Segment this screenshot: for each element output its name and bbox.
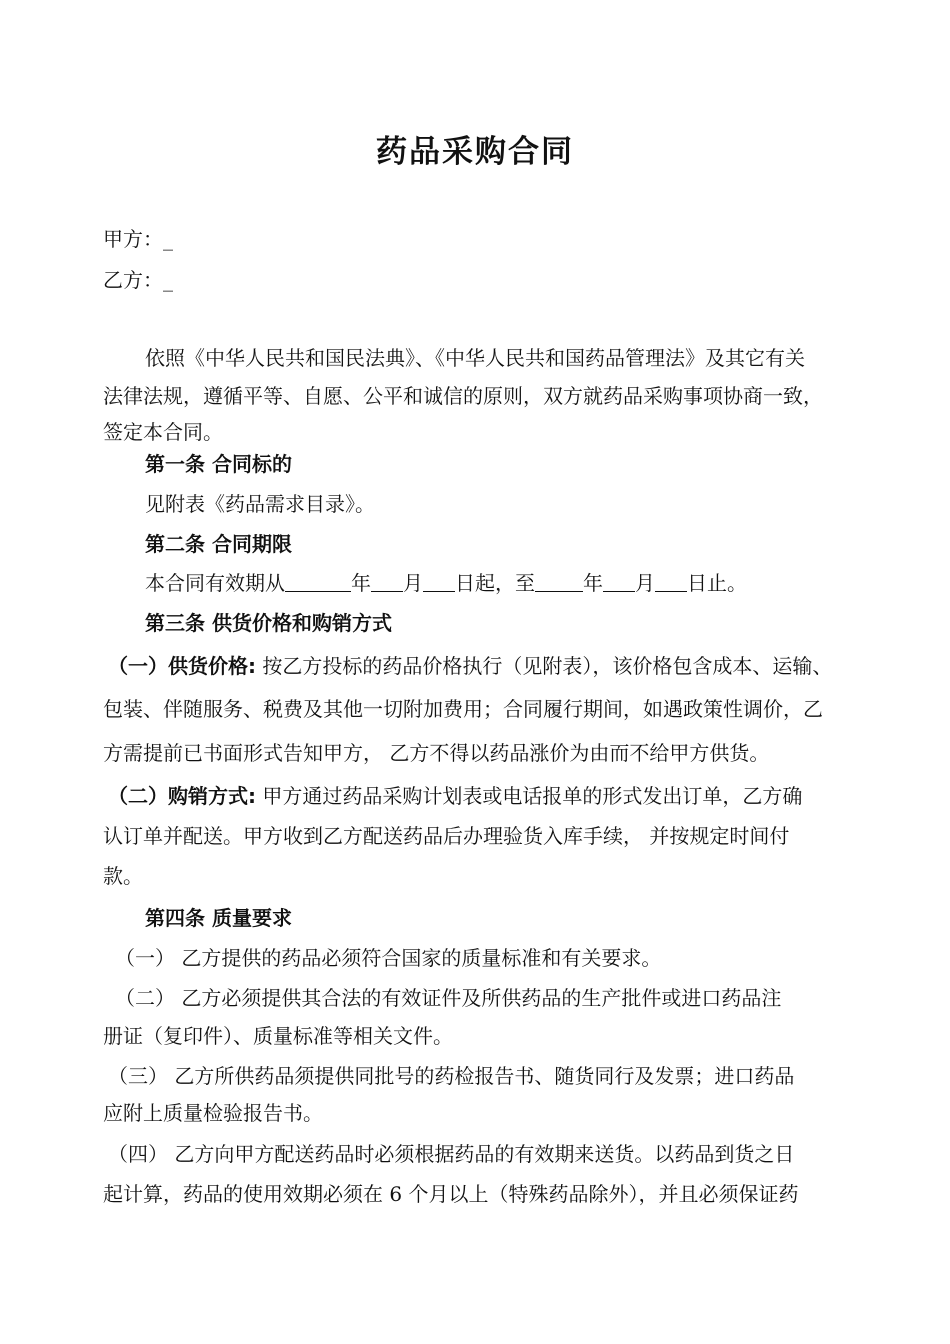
preamble-line-1: 依照《中华人民共和国民法典》、《中华人民共和国药品管理法》及其它有关 (145, 346, 805, 370)
article-3-p1-line-2: 包装、伴随服务、税费及其他一切附加费用；合同履行期间，如遇政策性调价，乙 (103, 697, 823, 721)
party-b-line: 乙方：_ (103, 268, 173, 292)
article-3-p1-line-3: 方需提前已书面形式告知甲方， 乙方不得以药品涨价为由而不给甲方供货。 (103, 741, 770, 765)
article-3-p2-line-2: 认订单并配送。甲方收到乙方配送药品后办理验货入库手续， 并按规定时间付 (103, 824, 790, 848)
article-3-heading: 第三条 供货价格和购销方式 (145, 611, 392, 635)
term-text-month: 月 (403, 571, 423, 595)
start-month-blank (371, 573, 403, 592)
article-4-line-2: （二） 乙方必须提供其合法的有效证件及所供药品的生产批件或进口药品注 (115, 986, 782, 1010)
term-text-month-2: 月 (635, 571, 655, 595)
supply-price-text: 按乙方投标的药品价格执行（见附表），该价格包含成本、运输、 (256, 654, 833, 678)
supply-price-label: （一）供货价格: (108, 654, 256, 678)
article-1-body: 见附表《药品需求目录》。 (145, 492, 375, 516)
article-2-heading: 第二条 合同期限 (145, 532, 292, 556)
article-4-line-3: 册证（复印件）、质量标准等相关文件。 (103, 1024, 453, 1048)
document-title: 药品采购合同 (376, 134, 574, 170)
term-text-from: 本合同有效期从 (145, 571, 285, 595)
purchase-method-text: 甲方通过药品采购计划表或电话报单的形式发出订单，乙方确 (256, 784, 803, 808)
article-2-body (145, 567, 747, 596)
article-4-line-4: （三） 乙方所供药品须提供同批号的药检报告书、随货同行及发票；进口药品 (108, 1064, 795, 1088)
article-4-heading: 第四条 质量要求 (145, 906, 292, 930)
preamble-line-3: 签定本合同。 (103, 420, 223, 444)
article-4-line-1: （一） 乙方提供的药品必须符合国家的质量标准和有关要求。 (115, 946, 662, 970)
article-4-line-6: （四） 乙方向甲方配送药品时必须根据药品的有效期来送货。以药品到货之日 (108, 1142, 795, 1166)
article-3-p1-line-1 (108, 650, 832, 679)
end-day-blank (655, 573, 687, 592)
article-3-p2-line-3: 款。 (103, 864, 143, 888)
start-day-blank (423, 573, 455, 592)
end-month-blank (603, 573, 635, 592)
party-a-line: 甲方：_ (103, 227, 173, 251)
article-4-line-7: 起计算，药品的使用效期必须在 6 个月以上（特殊药品除外），并且必须保证药 (103, 1182, 799, 1206)
preamble-line-2: 法律法规，遵循平等、自愿、公平和诚信的原则，双方就药品采购事项协商一致， (103, 384, 823, 408)
purchase-method-label: （二）购销方式: (108, 784, 256, 808)
term-text-year-2: 年 (583, 571, 603, 595)
article-3-p2-line-1 (108, 780, 802, 809)
term-text-end: 日止。 (687, 571, 747, 595)
start-year-blank (285, 573, 351, 592)
end-year-blank (535, 573, 583, 592)
term-text-to: 日起，至 (455, 571, 535, 595)
article-4-line-5: 应附上质量检验报告书。 (103, 1101, 323, 1125)
term-text-year: 年 (351, 571, 371, 595)
article-1-heading: 第一条 合同标的 (145, 452, 292, 476)
